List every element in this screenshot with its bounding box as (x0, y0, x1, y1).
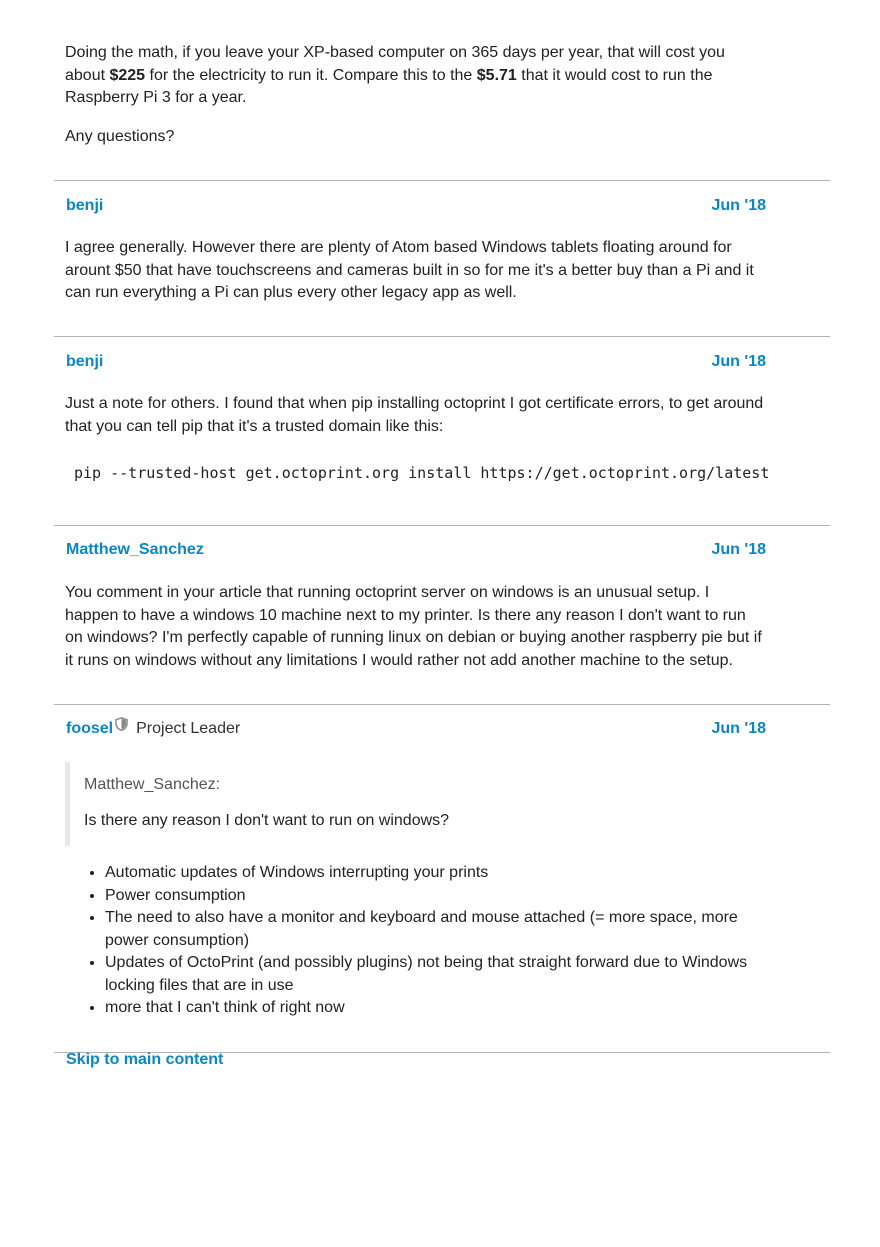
user-role-badge: Project Leader (136, 720, 241, 737)
post-divider (54, 336, 830, 337)
list-item: • more that I can't think of right now (105, 997, 765, 1020)
post-date[interactable]: Jun '18 (711, 197, 766, 214)
list-item: • Power consumption (105, 885, 765, 908)
post-author-link[interactable]: Matthew_Sanchez (66, 541, 204, 558)
quote-text: Is there any reason I don't want to run on windows? (84, 812, 450, 829)
post-author-link[interactable]: benji (66, 353, 104, 370)
reasons-list (65, 862, 765, 1020)
post-body: You comment in your article that running octoprint server on windows is an unusual setup. I happen to have a windows 10 machine next to my printer. Is there any reason I don't want to run on windows? I'm perfectly capable of running linux on debian or buying another raspberry pie but if it runs on windows without any limitations I would rather not add another machine to the setup. (65, 584, 762, 669)
intro-question: Any questions? (65, 127, 175, 145)
cost-xp: $225 (109, 66, 146, 84)
post-header (66, 539, 766, 561)
post-date[interactable]: Jun '18 (711, 353, 766, 370)
list-item: • Updates of OctoPrint (and possibly plugins) not being that straight forward due to Windows locking files that are in use (105, 952, 765, 997)
post-date[interactable]: Jun '18 (711, 541, 766, 558)
intro-paragraph: Doing the math, if you leave your XP-based computer on 365 days per year, that will cost you about $225 for the electricity to run it. Compare this to the $5.71 that it would cost to run the Raspberry Pi 3 for a year. (65, 44, 725, 106)
post-divider (54, 704, 830, 705)
blockquote (65, 762, 770, 846)
shield-icon (115, 716, 128, 738)
skip-to-content-link[interactable]: Skip to main content (66, 1051, 224, 1068)
post-author-link[interactable]: benji (66, 197, 104, 214)
code-block: pip --trusted-host get.octoprint.org install https://get.octoprint.org/latest (74, 464, 770, 482)
list-item: • The need to also have a monitor and keyboard and mouse attached (= more space, more power consumption) (105, 907, 765, 952)
post-body: Just a note for others. I found that when pip installing octoprint I got certificate errors, to get around that you can tell pip that it's a trusted domain like this: (65, 395, 764, 435)
post-divider (54, 180, 830, 181)
post-header (66, 351, 766, 373)
quote-author: Matthew_Sanchez: (84, 776, 221, 793)
cost-pi: $5.71 (476, 66, 517, 84)
post-divider (54, 525, 830, 526)
post-date[interactable]: Jun '18 (711, 720, 766, 737)
post-header (66, 195, 766, 217)
list-item: • Automatic updates of Windows interrupting your prints (105, 862, 765, 885)
intro-text (65, 42, 765, 148)
post-body: I agree generally. However there are plenty of Atom based Windows tablets floating around for arount $50 that have touchscreens and cameras built in so for me it's a better buy than a Pi and it can run everything a Pi can plus every other legacy app as well. (65, 239, 754, 301)
post-header (66, 718, 766, 740)
post-author-link[interactable]: foosel (66, 720, 114, 737)
